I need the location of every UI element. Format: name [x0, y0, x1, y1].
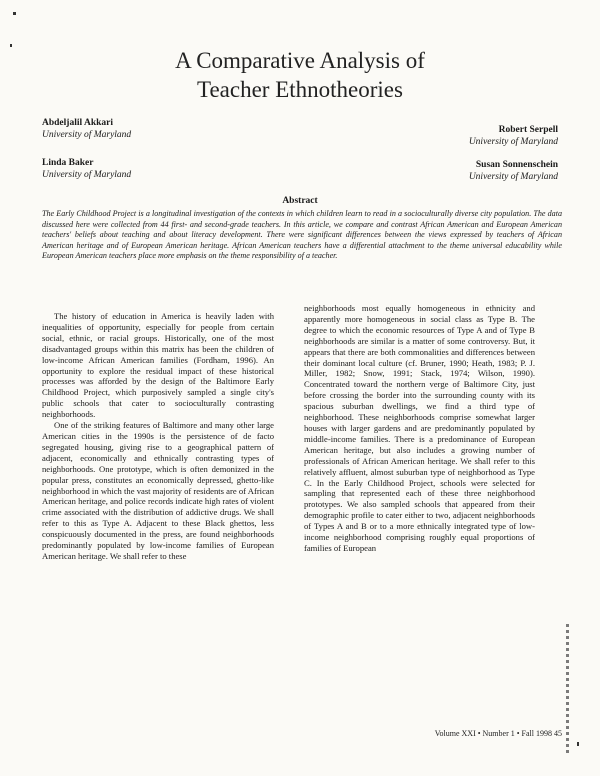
body-column-left	[42, 311, 274, 562]
author-sonnenschein	[469, 159, 558, 183]
abstract-heading: Abstract	[282, 196, 318, 206]
title-line-2: Teacher Ethnotheories	[197, 77, 403, 102]
author-serpell	[469, 124, 558, 148]
scan-mark	[577, 742, 579, 746]
author-affiliation: University of Maryland	[468, 137, 558, 147]
page-footer: Volume XXI • Number 1 • Fall 1998 45	[434, 729, 562, 738]
margin-scan-artifact	[566, 624, 569, 754]
author-name: Robert Serpell	[498, 125, 558, 135]
author-name: Linda Baker	[42, 158, 94, 168]
body-column-right	[304, 303, 535, 554]
scan-mark	[13, 12, 16, 15]
author-affiliation: University of Maryland	[42, 170, 132, 180]
title-line-1: A Comparative Analysis of	[175, 48, 425, 73]
abstract-text: The Early Childhood Project is a longitudinal investigation of the contexts in which children learn to read in a socioculturally diverse city population. The data discussed here were collected from 44 first- and second-grade teachers. In this article, we compare and contrast African American and European American teachers' beliefs about teaching and about literacy development. There were significant differences between the views expressed by teachers of African American heritage and of European American heritage. African American teachers have a differential attachment to the theme universal educability while European American teachers place more emphasis on the theme responsibility of a teacher.	[42, 209, 562, 261]
author-affiliation: University of Maryland	[42, 130, 132, 140]
body-paragraph: neighborhoods most equally homogeneous in ethnicity and apparently more homogeneous in social class as Type B. The degree to which the economic resources of Type A and of Type B neighborhoods are similar is a matter of some controversy. But, it appears that there are both commonalities and differences between their dominant local culture (cf. Bruner, 1990; Heath, 1983; P. J. Miller, 1982; Snow, 1991; Stack, 1974; Wilson, 1990). Concentrated toward the northern verge of Baltimore City, just before crossing the border into the surrounding county with its spacious suburban dwellings, we find a third type of neighborhood. These neighborhoods comprise somewhat larger houses with larger gardens and are predominantly populated by middle-income families. There is a predominance of European American heritage, but also includes a growing number of professionals of African American heritage. We shall refer to this relatively affluent, almost suburban type of neighborhood as Type C. In the Early Childhood Project, schools were selected for sampling that represented each of these three neighborhood prototypes. We also sampled schools that appeared from their demographic profile to cater either to two, adjacent neighborhoods of Types A and B or to a more ethnically integrated type of low-income neighborhood comprising roughly equal proportions of families of European	[304, 303, 535, 553]
body-paragraph: One of the striking features of Baltimore and many other large American cities in the 1990s is the persistence of de facto segregated housing, giving rise to a geographical pattern of adjacent, economically and ethnically contrasting types of neighborhoods. One prototype, which is often demonized in the popular press, constitutes an economically depressed, ghetto-like neighborhood in which the vast majority of residents are of African American heritage, and police records indicate high rates of violent crime associated with the distribution of addictive drugs. We shall refer to this as Type A. Adjacent to these Black ghettos, less conspicuously documented in the press, are found neighborhoods predominantly populated by low-income families of European American heritage. We shall refer to these	[42, 420, 274, 561]
article-title	[60, 46, 540, 104]
author-affiliation: University of Maryland	[468, 172, 558, 182]
author-baker	[42, 157, 131, 181]
body-paragraph: The history of education in America is heavily laden with inequalities of opportunity, especially for people from certain social, ethnic, or racial groups. Historically, one of the most disadvantaged groups within this matrix has been the children of low-income African American families (Fordham, 1996). An opportunity to explore the residual impact of these historical processes was afforded by the design of the Baltimore Early Childhood Project, which purposively sampled a single city's public schools that cater to socioculturally contrasting neighborhoods.	[42, 311, 274, 420]
author-name: Abdeljalil Akkari	[42, 118, 113, 128]
scan-mark	[10, 44, 12, 47]
author-akkari	[42, 117, 131, 141]
author-name: Susan Sonnenschein	[475, 160, 558, 170]
